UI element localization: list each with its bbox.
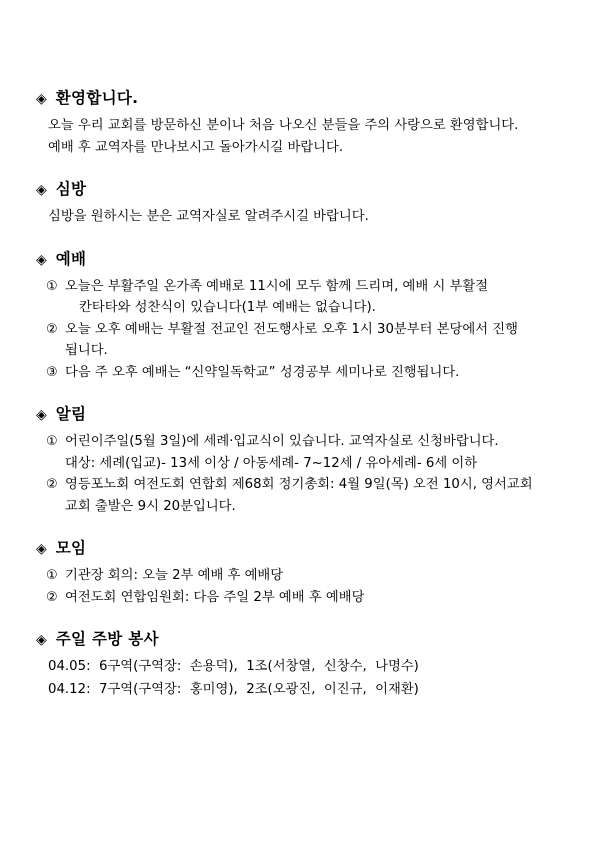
text-line: 어린이주일(5월 3일)에 세례·입교식이 있습니다. 교역자실로 신청바랍니다.	[65, 434, 499, 450]
section-notice	[36, 402, 572, 517]
list-item	[46, 474, 572, 517]
list-item	[46, 362, 572, 384]
section-welcome-title: 환영합니다.	[55, 89, 139, 107]
list-item-text	[65, 362, 572, 384]
diamond-bullet-icon: ◈	[36, 91, 47, 107]
text-line: 심방을 원하시는 분은 교역자실로 알려주시길 바랍니다.	[48, 209, 369, 225]
list-item-text	[65, 319, 572, 362]
list-marker: ②	[46, 321, 58, 337]
text-line: 다음 주 오후 예배는 “신약일독학교” 성경공부 세미나로 진행됩니다.	[65, 364, 460, 380]
section-meeting-title: 모임	[55, 539, 87, 558]
text-line: 오늘 오후 예배는 부활절 전교인 전도행사로 오후 1시 30분부터 본당에서 진행	[65, 321, 518, 337]
text-line: 04.12: 7구역(구역장: 홍미영), 2조(오광진, 이진규, 이재환)	[48, 682, 419, 698]
section-visitation-title: 심방	[55, 180, 87, 199]
section-kitchen-service-header	[36, 627, 572, 649]
text-line: 04.05: 6구역(구역장: 손용덕), 1조(서창열, 신창수, 나명수)	[48, 659, 419, 675]
list-marker: ①	[46, 434, 58, 450]
section-welcome-header	[36, 86, 572, 108]
section-worship-body	[36, 276, 572, 384]
list-item-text	[65, 474, 572, 517]
section-notice-body	[36, 431, 572, 517]
text-line: 교회 출발은 9시 20분입니다.	[65, 498, 236, 514]
section-welcome	[36, 86, 572, 158]
section-notice-title: 알림	[55, 405, 87, 424]
text-line: 여전도회 연합임원회: 다음 주일 2부 예배 후 예배당	[65, 589, 365, 605]
diamond-bullet-icon: ◈	[36, 251, 47, 268]
section-meeting-body	[36, 565, 572, 608]
list-item-text	[65, 276, 572, 319]
section-meeting	[36, 536, 572, 608]
section-worship	[36, 247, 572, 384]
section-meeting-header	[36, 536, 572, 558]
list-item	[46, 319, 572, 362]
diamond-bullet-icon: ◈	[36, 182, 47, 199]
list-marker: ②	[46, 589, 58, 605]
text-line: 예배 후 교역자를 만나보시고 돌아가시길 바랍니다.	[48, 139, 344, 155]
section-worship-header	[36, 247, 572, 269]
text-line: 칸타타와 성찬식이 있습니다(1부 예배는 없습니다).	[79, 300, 376, 316]
list-marker: ①	[46, 568, 58, 584]
list-item	[46, 565, 572, 587]
diamond-bullet-icon: ◈	[36, 541, 47, 558]
list-item-text	[65, 587, 572, 609]
section-notice-header	[36, 402, 572, 424]
list-marker: ③	[46, 364, 58, 380]
list-item	[46, 276, 572, 319]
text-line: 오늘은 부활주일 온가족 예배로 11시에 모두 함께 드리며, 예배 시 부활절	[65, 278, 489, 294]
section-worship-title: 예배	[55, 249, 87, 268]
list-marker: ①	[46, 278, 58, 294]
list-item	[46, 587, 572, 609]
section-kitchen-service	[36, 627, 572, 701]
section-visitation	[36, 177, 572, 228]
text-line: 오늘 우리 교회를 방문하신 분이나 처음 나오신 분들을 주의 사랑으로 환영합니다.	[48, 118, 519, 133]
text-line: 기관장 회의: 오늘 2부 예배 후 예배당	[65, 568, 284, 584]
section-kitchen-service-body	[36, 656, 572, 701]
section-visitation-body	[36, 206, 572, 228]
section-kitchen-service-title: 주일 주방 봉사	[55, 630, 159, 649]
text-line: 영등포노회 여전도회 연합회 제68회 정기총회: 4월 9일(목) 오전 10시, 영서교회	[65, 477, 533, 493]
section-visitation-header	[36, 177, 572, 199]
diamond-bullet-icon: ◈	[36, 632, 47, 649]
text-line: 됩니다.	[65, 343, 108, 359]
list-marker: ②	[46, 477, 58, 493]
diamond-bullet-icon: ◈	[36, 407, 47, 424]
section-welcome-body	[36, 115, 572, 158]
list-item-text	[65, 565, 572, 587]
list-item-text	[65, 431, 572, 474]
list-item	[46, 431, 572, 474]
text-line: 대상: 세례(입교)- 13세 이상 / 아동세례- 7~12세 / 유아세례- 6세 이하	[65, 455, 478, 471]
